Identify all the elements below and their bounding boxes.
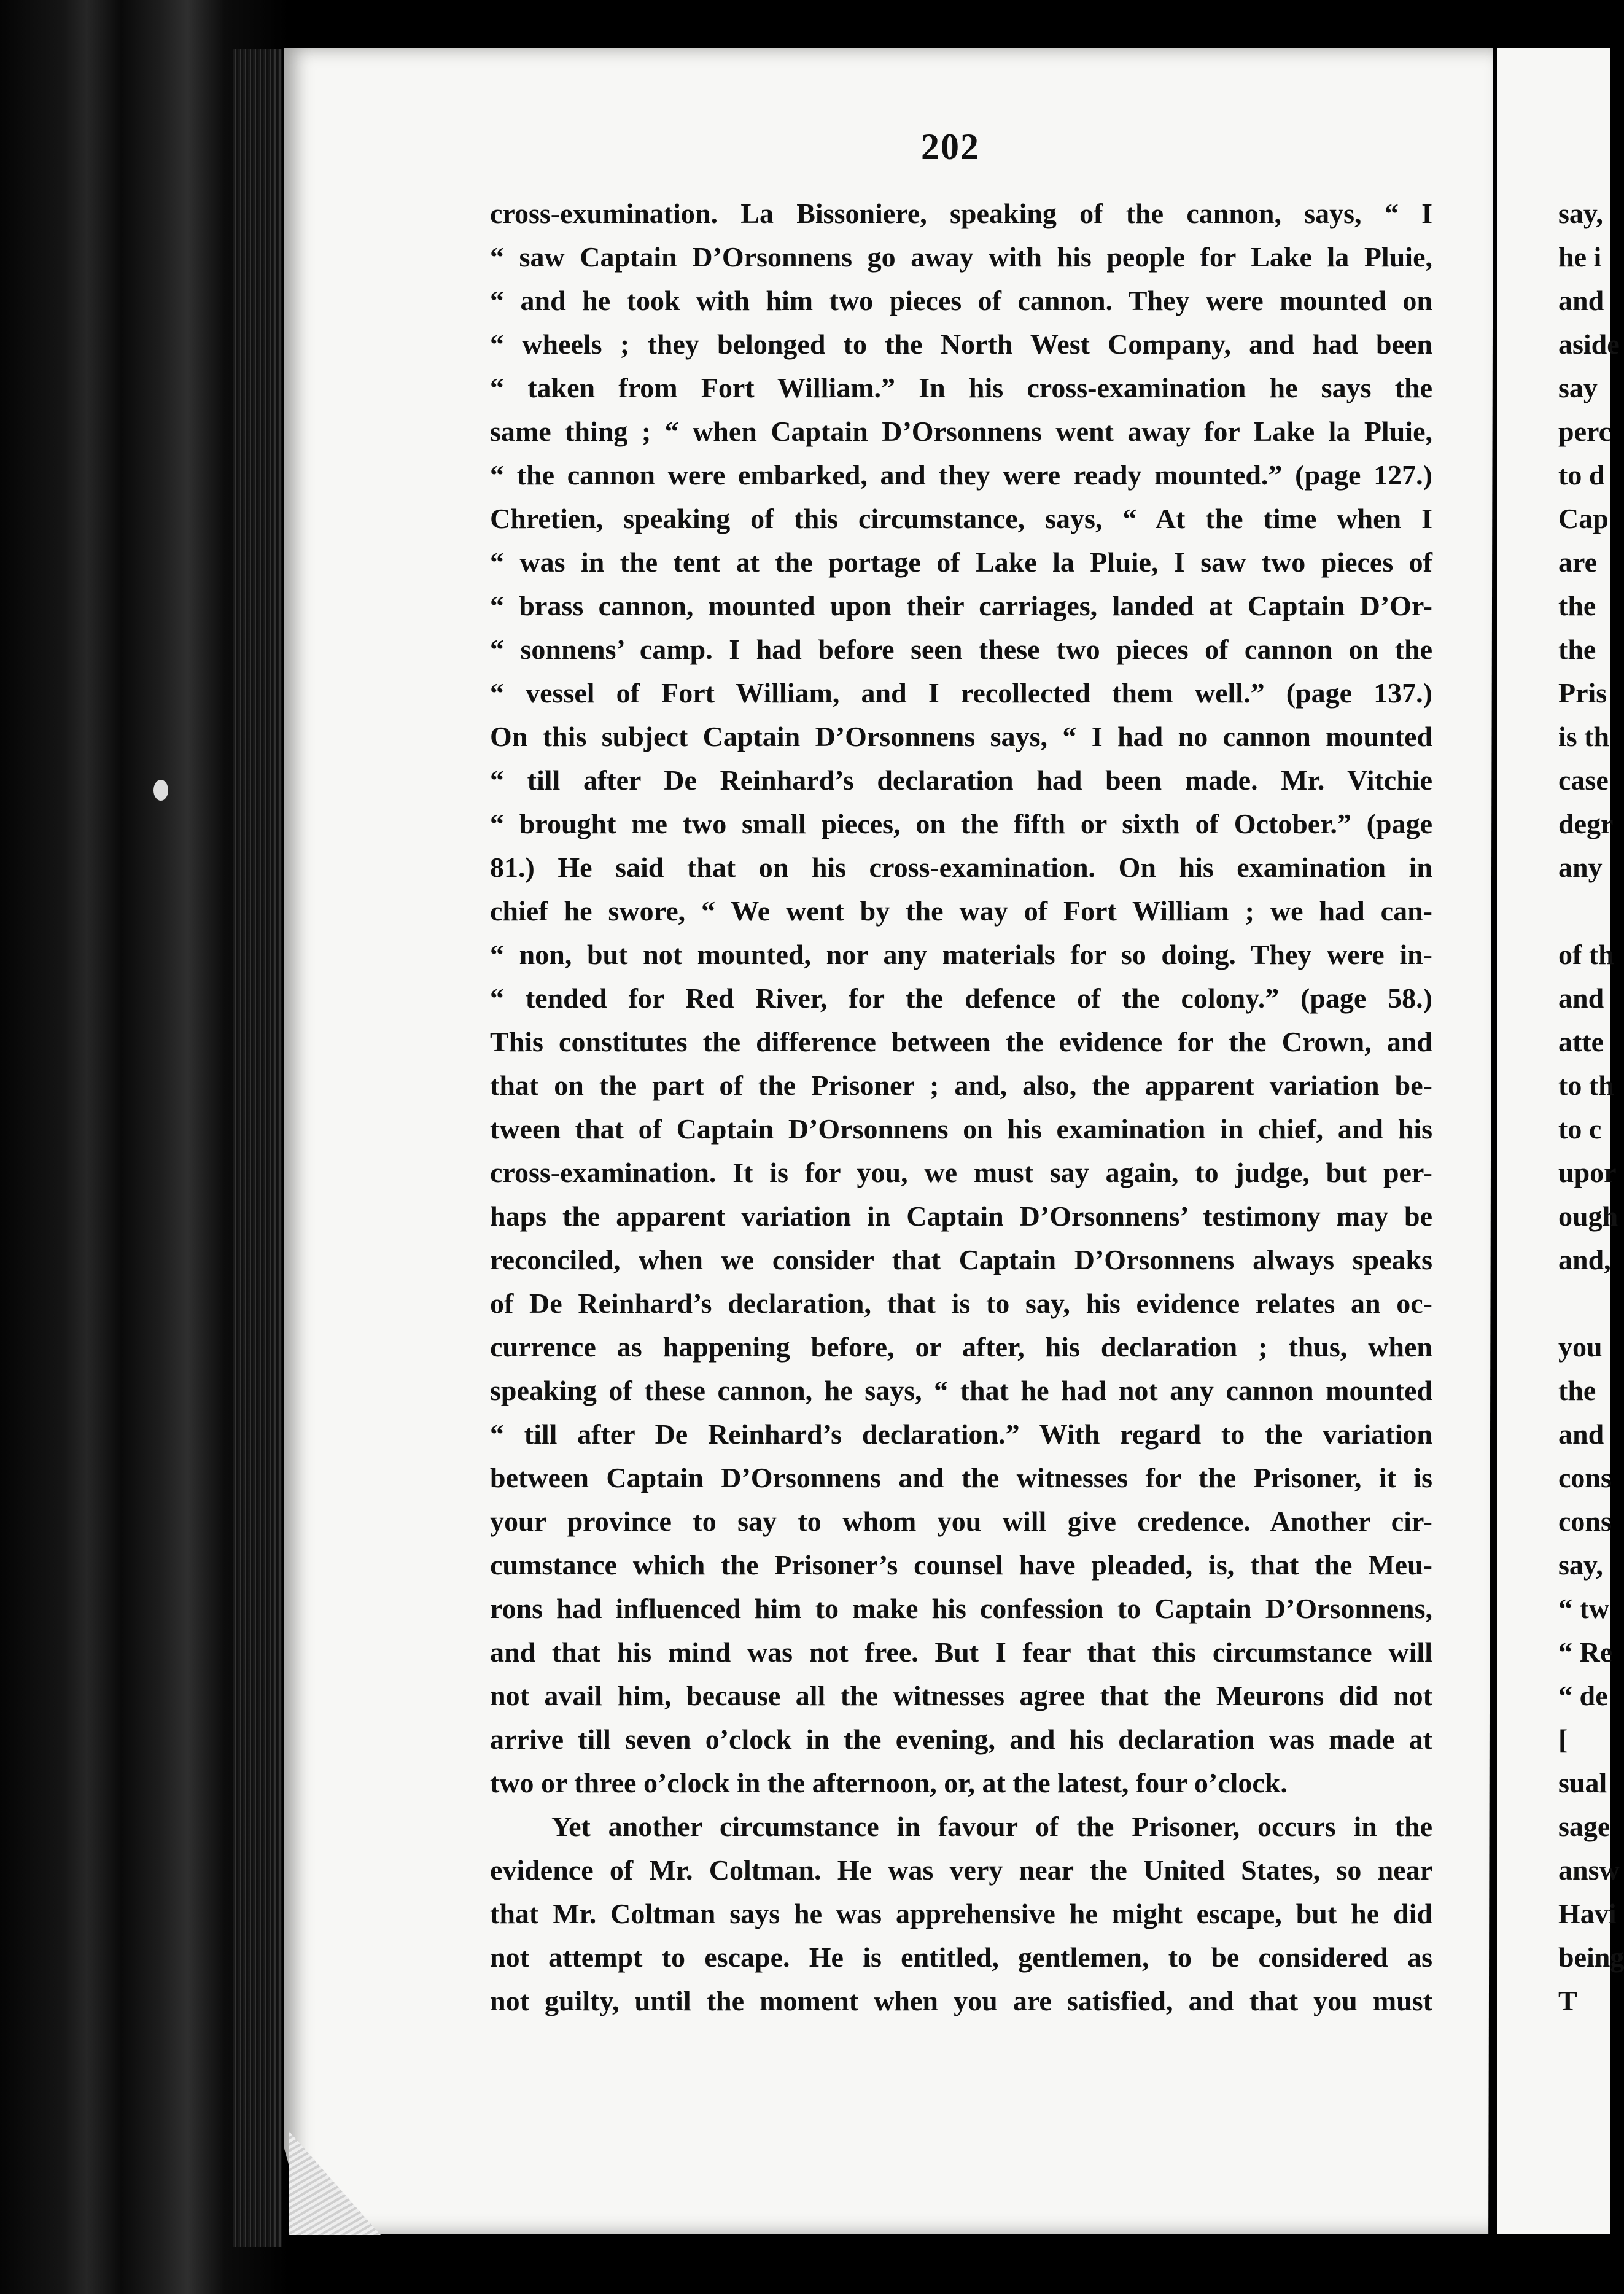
page-body bbox=[490, 192, 1432, 2023]
facing-page-fragment: sual bbox=[1558, 1767, 1607, 1798]
text-line: two or three o’clock in the afternoon, or, at the latest, four o’clock. bbox=[490, 1767, 1288, 1798]
text-line: your province to say to whom you will give credence. Another cir- bbox=[490, 1506, 1432, 1537]
text-line: not attempt to escape. He is entitled, gentlemen, to be considered as bbox=[490, 1942, 1432, 1973]
page-number: 202 bbox=[921, 126, 980, 167]
text-line: On this subject Captain D’Orsonnens says, “ I had no cannon mounted bbox=[490, 721, 1432, 752]
text-line: “ saw Captain D’Orsonnens go away with his people for Lake la Pluie, bbox=[490, 241, 1432, 273]
text-line: “ tended for Red River, for the defence of the colony.” (page 58.) bbox=[490, 982, 1432, 1014]
facing-page-fragment: say, bbox=[1558, 198, 1603, 229]
text-line: This constitutes the difference between the evidence for the Crown, and bbox=[490, 1026, 1432, 1057]
facing-page-fragment: the bbox=[1558, 634, 1596, 665]
facing-page-fragment bbox=[1497, 889, 1624, 933]
text-line: 81.) He said that on his cross-examination. On his examination in bbox=[490, 852, 1432, 883]
text-line: cumstance which the Prisoner’s counsel have pleaded, is, that the Meu- bbox=[490, 1549, 1432, 1581]
text-line: that Mr. Coltman says he was apprehensive he might escape, but he did bbox=[490, 1898, 1432, 1929]
text-line: “ non, but not mounted, nor any materials for so doing. They were in- bbox=[490, 939, 1432, 970]
page-edges bbox=[233, 49, 282, 2247]
text-line: and that his mind was not free. But I fear that this circumstance will bbox=[490, 1636, 1432, 1668]
facing-page-fragment: “ tw bbox=[1558, 1593, 1610, 1624]
facing-page-fragment: [ bbox=[1558, 1724, 1568, 1755]
facing-page-fragment: the bbox=[1558, 1375, 1596, 1406]
facing-page-fragment: sage bbox=[1558, 1811, 1610, 1842]
facing-page-edge bbox=[1497, 48, 1624, 2234]
text-line: “ taken from Fort William.” In his cross-examination he says the bbox=[490, 372, 1432, 403]
text-line: tween that of Captain D’Orsonnens on his examination in chief, and his bbox=[490, 1113, 1432, 1145]
facing-page-fragment: say, bbox=[1558, 1549, 1603, 1581]
facing-page-fragment: to d bbox=[1558, 459, 1605, 491]
text-line: rons had influenced him to make his confession to Captain D’Orsonnens, bbox=[490, 1593, 1432, 1624]
text-line: that on the part of the Prisoner ; and, also, the apparent variation be- bbox=[490, 1070, 1432, 1101]
facing-page-fragment: he i bbox=[1558, 241, 1602, 273]
text-line: “ brought me two small pieces, on the fifth or sixth of October.” (page bbox=[490, 808, 1432, 839]
text-line: “ vessel of Fort William, and I recollected them well.” (page 137.) bbox=[490, 677, 1432, 709]
text-line: “ the cannon were embarked, and they were ready mounted.” (page 127.) bbox=[490, 459, 1432, 491]
text-line: reconciled, when we consider that Captain D’Orsonnens always speaks bbox=[490, 1244, 1432, 1275]
facing-page-fragment: cons bbox=[1558, 1506, 1612, 1537]
text-line: Chretien, speaking of this circumstance, says, “ At the time when I bbox=[490, 503, 1432, 534]
text-line: “ was in the tent at the portage of Lake la Pluie, I saw two pieces of bbox=[490, 546, 1432, 578]
text-line: same thing ; “ when Captain D’Orsonnens went away for Lake la Pluie, bbox=[490, 416, 1432, 447]
facing-page-fragment: “ Re bbox=[1558, 1636, 1613, 1668]
facing-page-fragment: are bbox=[1558, 546, 1598, 578]
text-line: not avail him, because all the witnesses agree that the Meurons did not bbox=[490, 1680, 1432, 1711]
text-line: haps the apparent variation in Captain D’Orsonnens’ testimony may be bbox=[490, 1200, 1432, 1232]
facing-page-fragment bbox=[1497, 1281, 1624, 1325]
facing-page-fragment: “ de bbox=[1558, 1680, 1608, 1711]
text-line: “ wheels ; they belonged to the North West Company, and had been bbox=[490, 329, 1432, 360]
facing-page-fragment: the bbox=[1558, 590, 1596, 621]
text-line: evidence of Mr. Coltman. He was very near the United States, so near bbox=[490, 1854, 1432, 1886]
facing-page-fragment: Pris bbox=[1558, 677, 1607, 709]
facing-page-fragment: of th bbox=[1558, 939, 1614, 970]
text-line: cross-examination. It is for you, we must say again, to judge, but per- bbox=[490, 1157, 1432, 1188]
facing-page-fragment: and, bbox=[1558, 1244, 1611, 1275]
text-line: Yet another circumstance in favour of the Prisoner, occurs in the bbox=[551, 1811, 1432, 1842]
facing-page-fragment: degr bbox=[1558, 808, 1614, 839]
facing-page-fragment: and bbox=[1558, 982, 1604, 1014]
facing-page-fragment: to th bbox=[1558, 1070, 1614, 1101]
facing-page-fragments bbox=[1497, 192, 1624, 2023]
facing-page-fragment: ough bbox=[1558, 1200, 1618, 1232]
text-line: “ sonnens’ camp. I had before seen these two pieces of cannon on the bbox=[490, 634, 1432, 665]
facing-page-fragment: and bbox=[1558, 1418, 1604, 1450]
facing-page-fragment: say bbox=[1558, 372, 1598, 403]
text-line: currence as happening before, or after, his declaration ; thus, when bbox=[490, 1331, 1432, 1363]
facing-page-fragment: case bbox=[1558, 764, 1609, 796]
text-line: speaking of these cannon, he says, “ that he had not any cannon mounted bbox=[490, 1375, 1432, 1406]
facing-page-fragment: cons bbox=[1558, 1462, 1612, 1493]
text-line: of De Reinhard’s declaration, that is to say, his evidence relates an oc- bbox=[490, 1288, 1432, 1319]
text-line: “ till after De Reinhard’s declaration.” With regard to the variation bbox=[490, 1418, 1432, 1450]
facing-page-fragment: upor bbox=[1558, 1157, 1617, 1188]
facing-page-fragment: answ bbox=[1558, 1854, 1620, 1886]
facing-page-fragment: you bbox=[1558, 1331, 1603, 1363]
scan-smudge bbox=[153, 780, 168, 801]
facing-page-fragment: aside bbox=[1558, 329, 1620, 360]
facing-page-fragment: Havi bbox=[1558, 1898, 1617, 1929]
text-line: chief he swore, “ We went by the way of Fort William ; we had can- bbox=[490, 895, 1432, 927]
text-line: “ and he took with him two pieces of cannon. They were mounted on bbox=[490, 285, 1432, 316]
text-line: arrive till seven o’clock in the evening, and his declaration was made at bbox=[490, 1724, 1432, 1755]
text-line: not guilty, until the moment when you are satisfied, and that you must bbox=[490, 1985, 1432, 2016]
facing-page-fragment: and bbox=[1558, 285, 1604, 316]
text-line: between Captain D’Orsonnens and the witnesses for the Prisoner, it is bbox=[490, 1462, 1432, 1493]
text-line: “ brass cannon, mounted upon their carriages, landed at Captain D’Or- bbox=[490, 590, 1432, 621]
facing-page-fragment: to c bbox=[1558, 1113, 1602, 1145]
facing-page-fragment: perc bbox=[1558, 416, 1612, 447]
facing-page-fragment: is th bbox=[1558, 721, 1610, 752]
text-line: cross-exumination. La Bissoniere, speaking of the cannon, says, “ I bbox=[490, 198, 1432, 229]
facing-page-fragment: Cap bbox=[1558, 503, 1609, 534]
facing-page-fragment: atte bbox=[1558, 1026, 1604, 1057]
facing-page-fragment: being bbox=[1558, 1942, 1624, 1973]
facing-page-fragment: T bbox=[1558, 1985, 1577, 2016]
text-line: “ till after De Reinhard’s declaration had been made. Mr. Vitchie bbox=[490, 764, 1432, 796]
facing-page-fragment: any bbox=[1558, 852, 1603, 883]
